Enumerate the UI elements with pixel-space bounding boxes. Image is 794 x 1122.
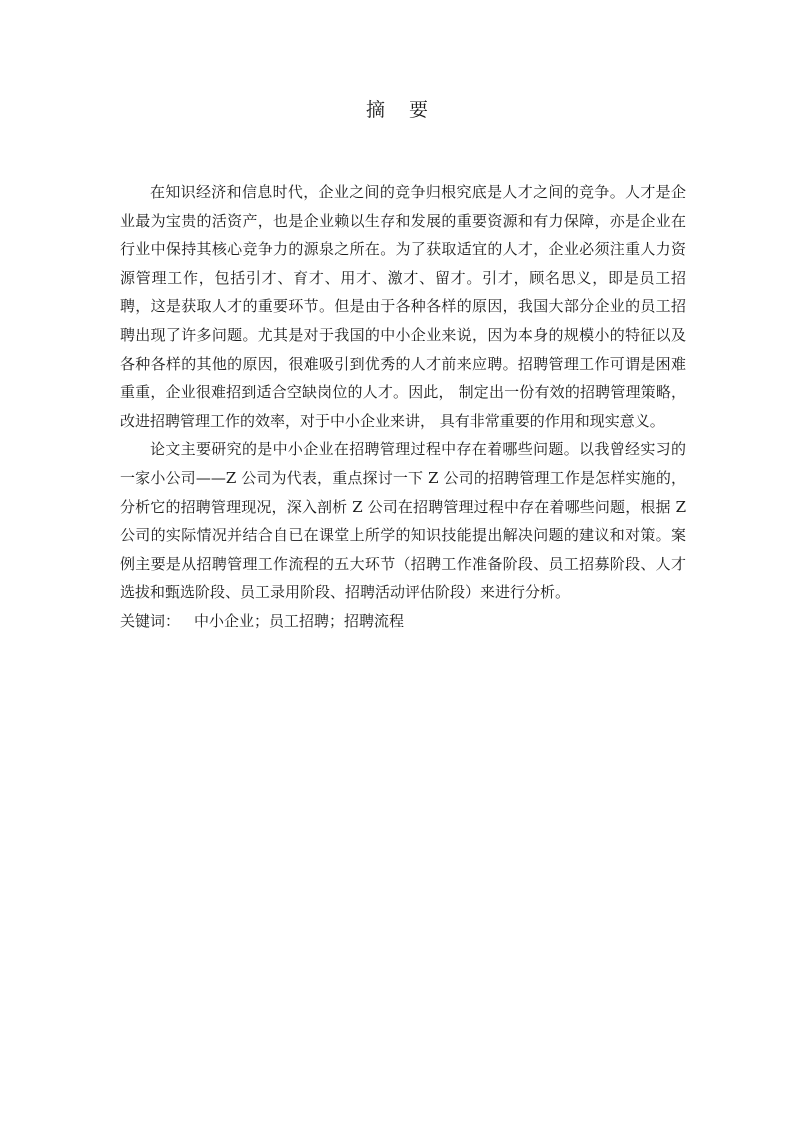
- page-title: [0, 96, 794, 124]
- keywords-terms: 中小企业；员工招聘；招聘流程: [194, 611, 405, 630]
- title-char-2: 要: [409, 99, 429, 121]
- abstract-paragraph-1: 在知识经济和信息时代，企业之间的竞争归根究底是人才之间的竞争。人才是企业最为宝贵的活资产，也是企业赖以生存和发展的重要资源和有力保障，亦是企业在行业中保持其核心竞争力的源泉之所在。为了获取适宜的人才，企业必须注重人力资源管理工作，包括引才、育才、用才、激才、留才。引才，顾名思义，即是员工招聘，这是获取人才的重要环节。但是由于各种各样的原因，我国大部分企业的员工招聘出现了许多问题。尤其是对于我国的中小企业来说，因为本身的规模小的特征以及各种各样的其他的原因，很难吸引到优秀的人才前来应聘。招聘管理工作可谓是困难重重，企业很难招到适合空缺岗位的人才。因此， 制定出一份有效的招聘管理策略，改进招聘管理工作的效率，对于中小企业来讲， 具有非常重要的作用和现实意义。: [120, 183, 686, 430]
- abstract-paragraph-2: 论文主要研究的是中小企业在招聘管理过程中存在着哪些问题。以我曾经实习的一家小公司——Z 公司为代表，重点探讨一下 Z 公司的招聘管理工作是怎样实施的，分析它的招聘管理现况，深入剖析 Z 公司在招聘管理过程中存在着哪些问题，根据 Z 公司的实际情况并结合自已在课堂上所学的知识技能提出解决问题的建议和对策。案例主要是从招聘管理工作流程的五大环节（招聘工作准备阶段、员工招募阶段、人才选拔和甄选阶段、员工录用阶段、招聘活动评估阶段）来进行分析。: [120, 440, 686, 602]
- title-char-1: 摘: [365, 99, 385, 121]
- keywords-line: [120, 607, 686, 636]
- keywords-label: 关键词：: [120, 611, 181, 630]
- abstract-body: [120, 178, 686, 636]
